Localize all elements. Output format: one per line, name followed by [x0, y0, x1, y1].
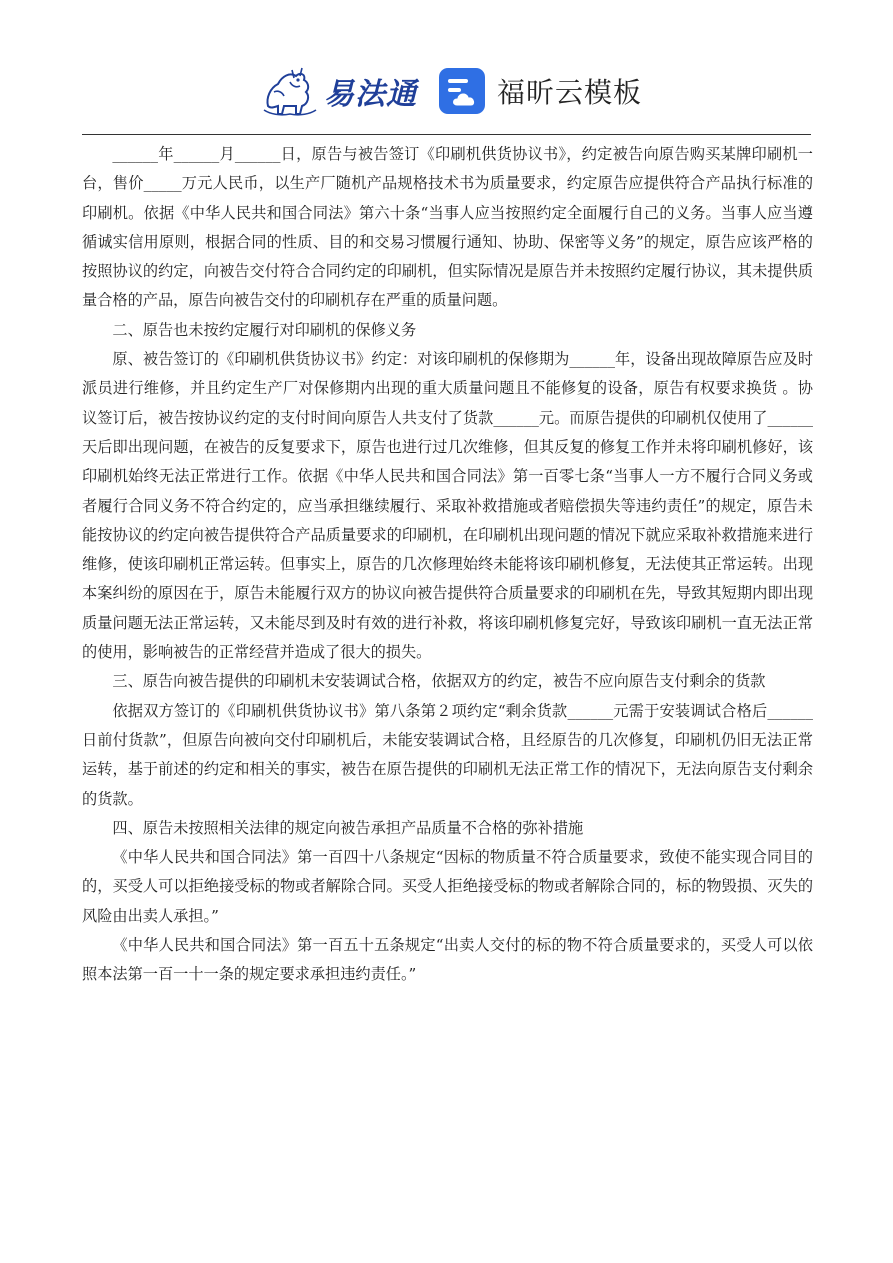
- header-divider: [82, 134, 811, 135]
- section-heading: 四、原告未按照相关法律的规定向被告承担产品质量不合格的弥补措施: [112, 818, 584, 837]
- paragraph: 《中华人民共和国合同法》第一百四十八条规定“因标的物质量不符合质量要求，致使不能实现合同目的的，买受人可以拒绝接受标的物或者解除合同。买受人拒绝接受标的物或者解除合同的，标的物毁损、灭失的风险由出卖人承担。”: [82, 848, 813, 925]
- logo2-text: 福昕云模板: [497, 76, 643, 109]
- paragraph: 原、被告签订的《印刷机供货协议书》约定：对该印刷机的保修期为______年，设备出现故障原告应及时派员进行维修，并且约定生产厂对保修期内出现的重大质量问题且不能修复的设备，原告有权要求换货 。协议签订后，被告按协议约定的支付时间向原告人共支付了货款______元。而原告提供的印刷机仅使用了______天后即出现问题，在被告的反复要求下，原告也进行过几次维修，但其反复的修复工作并未将印刷机修好，该印刷机始终无法正常进行工作。依据《中华人民共和国合同法》第一百零七条“当事人一方不履行合同义务或者履行合同义务不符合约定的，应当承担继续履行、采取补救措施或者赔偿损失等违约责任”的规定，原告未能按协议的约定向被告提供符合产品质量要求的印刷机，在印刷机出现问题的情况下就应采取补救措施来进行维修，使该印刷机正常运转。但事实上，原告的几次修理始终未能将该印刷机修复，无法使其正常运转。出现本案纠纷的原因在于，原告未能履行双方的协议向被告提供符合质量要求的印刷机在先，导致其短期内即出现质量问题无法正常运转，又未能尽到及时有效的进行补救，将该印刷机修复完好，导致该印刷机一直无法正常的使用，影响被告的正常经营并造成了很大的损失。: [82, 350, 813, 662]
- logo1-text: 易法通: [324, 77, 417, 112]
- fuxin-logo: [437, 66, 657, 116]
- paragraph: 依据双方签订的《印刷机供货协议书》第八条第２项约定“剩余货款______元需于安装调试合格后______日前付货款”，但原告向被向交付印刷机后，未能安装调试合格，且经原告的几次修复，印刷机仍旧无法正常运转，基于前述的约定和相关的事实，被告在原告提供的印刷机无法正常工作的情况下，无法向原告支付剩余的货款。: [82, 701, 813, 808]
- qilin-icon: [260, 62, 322, 120]
- section-heading: 三、原告向被告提供的印刷机未安装调试合格，依据双方的约定，被告不应向原告支付剩余的货款: [112, 672, 766, 691]
- yifatong-logo: [260, 62, 420, 120]
- cloud-document-icon: [437, 66, 487, 116]
- paragraph: ______年______月______日，原告与被告签订《印刷机供货协议书》，约定被告向原告购买某牌印刷机一台，售价_____万元人民币，以生产厂随机产品规格技术书为质量要求，约定原告应提供符合产品执行标准的印刷机。依据《中华人民共和国合同法》第六十条“当事人应当按照约定全面履行自己的义务。当事人应当遵循诚实信用原则，根据合同的性质、目的和交易习惯履行通知、协助、保密等义务”的规定，原告应该严格的按照协议的约定，向被告交付符合合同约定的印刷机，但实际情况是原告并未按照约定履行协议，其未提供质量合格的产品，原告向被告交付的印刷机存在严重的质量问题。: [82, 145, 813, 310]
- document-body: [82, 140, 813, 990]
- paragraph: 《中华人民共和国合同法》第一百五十五条规定“出卖人交付的标的物不符合质量要求的，买受人可以依照本法第一百一十一条的规定要求承担违约责任。”: [82, 936, 813, 984]
- section-heading: 二、原告也未按约定履行对印刷机的保修义务: [112, 320, 417, 339]
- page-header: [0, 58, 893, 122]
